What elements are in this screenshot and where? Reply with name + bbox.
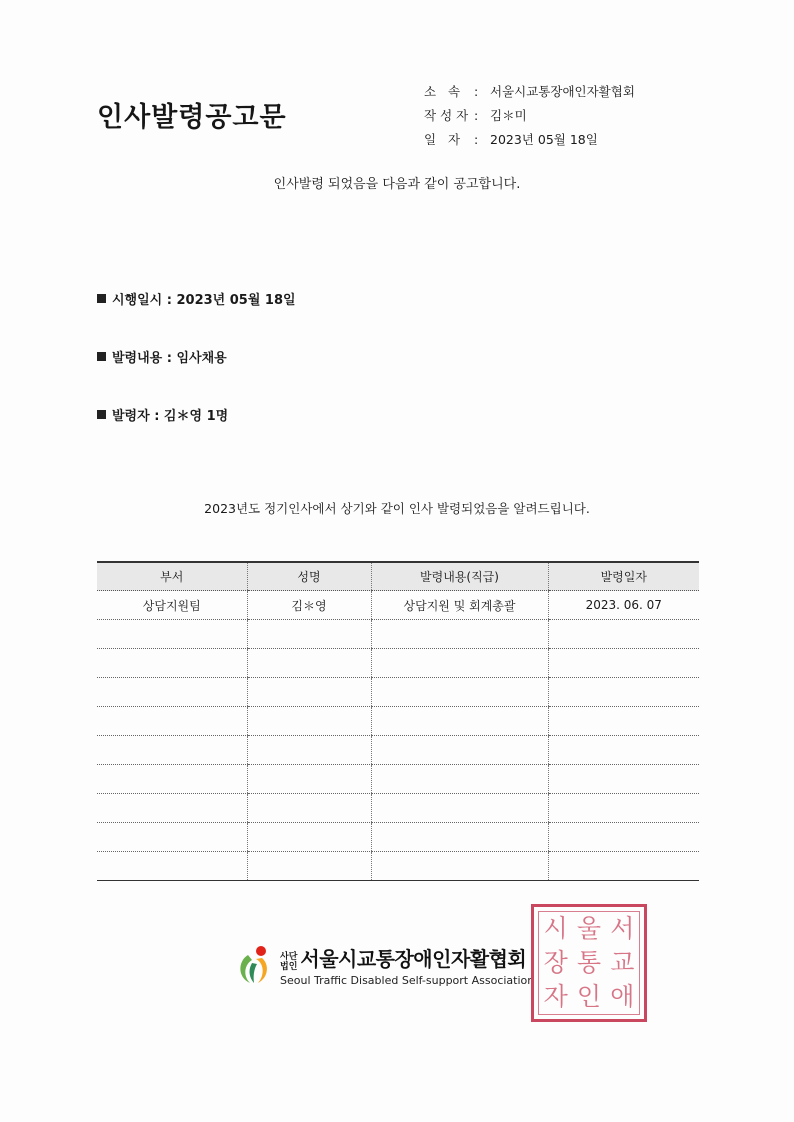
detail-text: 시행일시 : 2023년 05월 18일 (112, 293, 296, 308)
table-cell (247, 794, 371, 823)
seal-character: 애 (610, 982, 635, 1011)
document-title: 인사발령공고문 (97, 102, 287, 133)
intro-text: 인사발령 되었음을 다음과 같이 공고합니다. (273, 177, 521, 192)
meta-label: 작성자 (424, 108, 473, 123)
table-cell (371, 823, 548, 852)
seal-character: 울 (576, 914, 602, 943)
column-header-position: 발령내용(직급) (371, 562, 548, 591)
seal-character: 자 (543, 982, 568, 1011)
table-cell (247, 707, 371, 736)
table-cell (97, 852, 247, 881)
table-cell (371, 765, 548, 794)
table-row (97, 591, 699, 620)
org-name-korean: 서울시교통장애인자활협회 (300, 947, 527, 971)
table-cell (371, 620, 548, 649)
column-header-date: 발령일자 (548, 562, 699, 591)
column-header-name: 성명 (247, 562, 371, 591)
meta-row-department (424, 80, 635, 104)
meta-value: 서울시교통장애인자활협회 (490, 84, 635, 99)
notice-text: 2023년도 정기인사에서 상기와 같이 인사 발령되었음을 알려드립니다. (204, 501, 590, 516)
meta-label: 일 자 (424, 132, 465, 147)
detail-text: 발령내용 : 임사채용 (112, 351, 227, 366)
meta-row-date (424, 128, 635, 152)
org-logo-icon (234, 943, 274, 987)
table-cell: 2023. 06. 07 (548, 591, 699, 620)
seal-character: 시 (543, 914, 568, 943)
table-row (97, 678, 699, 707)
table-cell (548, 852, 699, 881)
bullet-square-icon (97, 410, 106, 419)
table-cell (548, 620, 699, 649)
meta-value: 김＊미 (490, 108, 527, 123)
bullet-square-icon (97, 294, 106, 303)
table-cell (97, 707, 247, 736)
table-body (97, 591, 699, 881)
table-cell (97, 794, 247, 823)
corp-type-line-1: 사단 (280, 952, 298, 962)
table-cell: 김＊영 (247, 591, 371, 620)
bullet-square-icon (97, 352, 106, 361)
table-row (97, 649, 699, 678)
corp-type-label (280, 952, 297, 972)
table-row (97, 620, 699, 649)
table-cell: 상담지원팀 (97, 591, 247, 620)
table-cell (247, 649, 371, 678)
table-row (97, 707, 699, 736)
seal-character: 교 (610, 948, 635, 977)
meta-row-author (424, 104, 635, 128)
org-name-line (280, 943, 534, 972)
table-row (97, 765, 699, 794)
table-row (97, 736, 699, 765)
table-cell (97, 765, 247, 794)
table-row (97, 852, 699, 881)
seal-characters (538, 911, 640, 1015)
table-cell (371, 852, 548, 881)
detail-text: 발령자 : 김＊영 1명 (112, 409, 229, 424)
table-row (97, 823, 699, 852)
table-cell (97, 823, 247, 852)
table-cell (247, 736, 371, 765)
detail-effective-date (97, 289, 296, 308)
document-meta (424, 80, 635, 152)
table-cell (97, 678, 247, 707)
meta-colon: : (474, 108, 479, 123)
table-cell (548, 823, 699, 852)
meta-colon: : (474, 132, 479, 147)
meta-label: 소 속 (424, 84, 465, 99)
table-header-row (97, 562, 699, 591)
seal-character: 장 (543, 948, 568, 977)
table-cell (548, 649, 699, 678)
table-cell (247, 823, 371, 852)
table-cell (371, 736, 548, 765)
seal-character: 통 (576, 948, 602, 977)
table-cell (548, 678, 699, 707)
table-cell (371, 794, 548, 823)
organization-footer (234, 943, 534, 987)
meta-value: 2023년 05월 18일 (490, 132, 598, 147)
table-cell (548, 707, 699, 736)
appointment-table (97, 561, 699, 881)
table-cell (371, 678, 548, 707)
table-cell (97, 620, 247, 649)
table-cell (548, 765, 699, 794)
meta-colon: : (474, 84, 479, 99)
table-cell (371, 649, 548, 678)
detail-appointment-type (97, 347, 227, 366)
table-cell (548, 736, 699, 765)
table-cell (97, 649, 247, 678)
table-cell (247, 852, 371, 881)
corp-type-line-2: 법인 (280, 962, 298, 972)
official-seal-stamp (531, 904, 647, 1022)
org-text (280, 943, 534, 987)
table-row (97, 794, 699, 823)
table-cell (371, 707, 548, 736)
table-cell (247, 678, 371, 707)
table-cell: 상담지원 및 회계총괄 (371, 591, 548, 620)
column-header-department: 부서 (97, 562, 247, 591)
detail-appointee (97, 405, 228, 424)
seal-character: 인 (576, 982, 602, 1011)
org-name-english: Seoul Traffic Disabled Self-support Association (280, 974, 535, 987)
table-cell (548, 794, 699, 823)
table-cell (97, 736, 247, 765)
table-cell (247, 765, 371, 794)
table-cell (247, 620, 371, 649)
seal-character: 서 (610, 914, 635, 943)
